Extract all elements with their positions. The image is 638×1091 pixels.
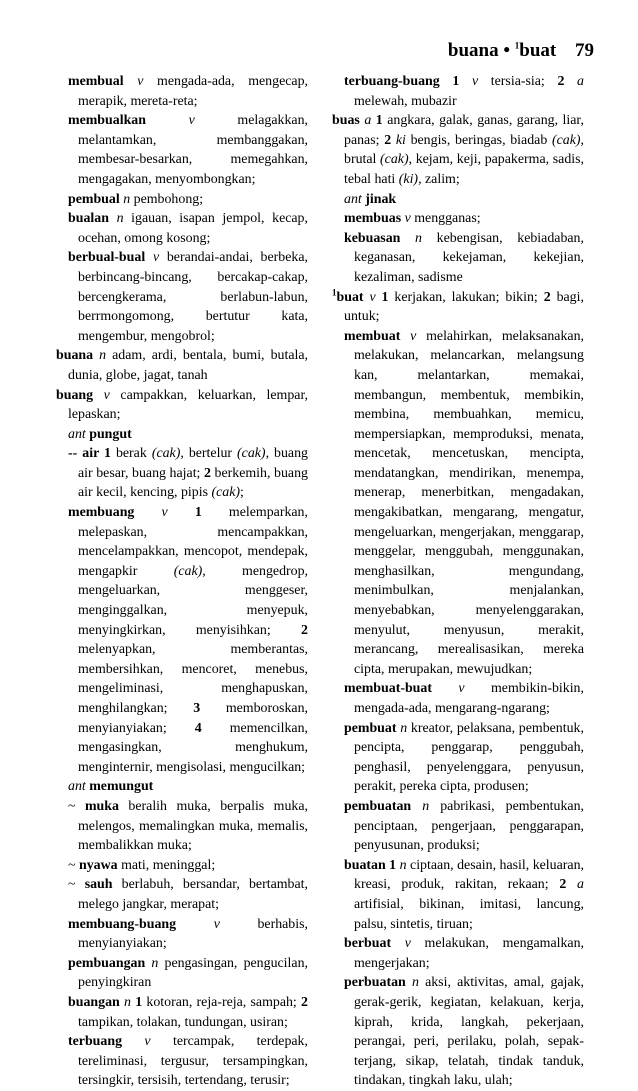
headword: buatan 1 <box>344 857 397 873</box>
headword: nyawa <box>79 857 118 873</box>
definition-text: , kejam, keji, papakerma, sadis, tebal hati <box>344 152 584 187</box>
headword: membuang-buang <box>68 916 177 932</box>
antonym-line <box>56 425 308 445</box>
definition-text: artifisial, bikinan, imitasi, lancung, palsu, sintetis, tiruan; <box>354 896 584 932</box>
left-column <box>56 72 308 1091</box>
definition-text <box>145 250 153 265</box>
headword: pungut <box>89 426 132 442</box>
definition-text: kotoran, reja-reja, sampah; <box>142 994 302 1010</box>
label: n <box>99 348 107 364</box>
headword: 2 <box>384 132 392 148</box>
definition-text: mati, meninggal; <box>117 857 216 873</box>
label: v <box>471 74 479 89</box>
definition-text: , zalim; <box>418 171 460 187</box>
definition-text: campakkan, keluarkan, lempar, lepaskan; <box>68 387 308 423</box>
label: v <box>161 505 168 521</box>
label: (cak) <box>211 485 240 501</box>
label: (cak) <box>551 132 581 148</box>
headword: -- air 1 <box>68 446 111 462</box>
running-head <box>448 40 594 62</box>
definition-text: ~ <box>68 798 85 814</box>
subentry <box>56 72 308 111</box>
definition-text: berkemih, buang air kecil, kencing, pipis <box>78 465 308 501</box>
headword: buat <box>336 289 364 305</box>
headword: buangan <box>68 994 120 1010</box>
definition-text: kebengisan, kebiadaban, keganasan, kekejaman, kekejian, kezaliman, sadisme <box>354 230 584 285</box>
label: n <box>422 798 430 814</box>
label: ki <box>395 132 406 148</box>
headword: buang <box>56 387 94 403</box>
definition-text: pengasingan, pengucilan, penyingkiran <box>78 955 308 991</box>
headword: buana <box>56 348 94 364</box>
label: (cak) <box>380 152 409 168</box>
definition-text <box>400 231 415 246</box>
dictionary-entry <box>332 288 584 327</box>
headword: terbuang-buang 1 <box>344 74 460 89</box>
definition-text: melagakkan, melantamkan, membanggakan, membesar-besarkan, memegahkan, mengagakan, menyombongkan; <box>78 113 308 187</box>
label: n <box>123 191 131 207</box>
subentry <box>332 973 584 1091</box>
definition-text: mengada-ada, mengecap, merapik, mereta-reta; <box>78 74 308 109</box>
label: a <box>364 113 372 129</box>
definition-text: , buang air besar, buang hajat; <box>78 446 308 481</box>
page-number: 79 <box>575 40 594 61</box>
definition-text <box>564 74 577 89</box>
definition-text <box>124 74 138 89</box>
label: (ki) <box>398 171 419 187</box>
subentry <box>56 915 308 954</box>
definition-text: igauan, isapan jempol, kecap, ocehan, omong kosong; <box>78 211 308 246</box>
headword: pembuatan <box>344 798 412 814</box>
subentry <box>332 934 584 973</box>
definition-text <box>122 1034 144 1049</box>
subentry <box>56 954 308 993</box>
label: a <box>577 74 584 89</box>
subentry <box>332 327 584 680</box>
definition-text: melahirkan, melaksanakan, melakukan, melancarkan, melangsung kan, melantarkan, memakai, membangun, membentuk, membikin, membina, membuahkan, memicu, mempersiapkan, memproduksi, menata, mencetak, mencetuskan, mencipta, mendatangkan, mendirikan, menempa, menerap, menerbitkan, mengadakan, mengakibatkan, mengarang, mengatur, mengeluarkan, mengerjakan, menggarap, menggelar, menggubah, menggunakan, menghasilkan, mengundang, menimbulkan, menjalankan, menyebabkan, menyelenggarakan, menyulut, menyusun, merakit, merancang, merealisasikan, mereka cipta, merupakan, mewujudkan; <box>354 328 584 677</box>
definition-text: berhabis, menyianyiakan; <box>78 916 308 952</box>
headword: jinak <box>365 191 397 207</box>
dictionary-entry <box>332 111 584 189</box>
definition-text <box>176 917 214 932</box>
headword: 2 <box>204 465 211 481</box>
label: ant <box>68 426 86 442</box>
headword: 1 <box>381 289 389 305</box>
definition-text <box>168 505 195 520</box>
headword: membuat <box>344 328 401 344</box>
label: v <box>458 681 465 697</box>
label: ant <box>344 191 362 207</box>
definition-text: ciptaan, desain, hasil, keluaran, kreasi, produk, rakitan, rekaan; <box>354 857 584 893</box>
subentry <box>332 719 584 797</box>
definition-text: melakukan, mengamalkan, mengerjakan; <box>354 936 584 971</box>
definition-text: bagi, untuk; <box>344 289 584 325</box>
definition-text: , mengedrop, mengeluarkan, menggeser, menginggalkan, menyepuk, menyingkirkan, menyisihkan; <box>78 563 308 638</box>
headword: membuat-buat <box>344 681 432 697</box>
headword: pembual <box>68 191 120 207</box>
definition-text <box>109 211 117 226</box>
subentry <box>56 797 308 856</box>
subentry <box>332 679 584 718</box>
label: v <box>144 1034 151 1050</box>
headword: sauh <box>84 877 113 893</box>
headword: buas <box>332 113 360 129</box>
subentry <box>332 72 584 111</box>
definition-text: angkara, galak, ganas, garang, liar, panas; <box>344 113 584 148</box>
right-column <box>332 72 584 1091</box>
headword: berbuat <box>344 936 392 952</box>
definition-text: ~ <box>68 857 79 873</box>
definition-text: memboroskan, menyianyiakan; <box>78 701 308 736</box>
subentry <box>56 248 308 346</box>
label: a <box>577 877 584 893</box>
headword: bualan <box>68 211 109 227</box>
definition-text: memencilkan, mengasingkan, menghukum, menginternir, mengisolasi, mengucilkan; <box>78 720 308 775</box>
definition-text: aksi, aktivitas, amal, gajak, gerak-gerik, kegiatan, kelakuan, kerja, kiprah, krida, langkah, pekerjaan, perangai, peri, perilaku, polah, sepak-terjang, sikap, telatah, tindak tanduk, tindakan, tingkah laku, ulah; <box>354 975 584 1089</box>
headword: pembuat <box>344 720 397 736</box>
headword: 1 <box>375 113 383 129</box>
label: v <box>213 916 220 932</box>
definition-text: berandai-andai, berbeka, berbincang-bincang, bercakap-cakap, bercengkerama, berlabun-labun, berrmongomong, bertutur kata, mengembur, mengobrol; <box>78 250 308 344</box>
definition-text: melenyapkan, memberantas, membersihkan, mencoret, menebus, mengeliminasi, menghapuskan, menghilangkan; <box>78 642 308 716</box>
headword: 2 <box>301 622 308 638</box>
headword: 3 <box>193 701 201 716</box>
headword: muka <box>84 798 119 814</box>
definition-text: tampikan, tolakan, tundungan, usiran; <box>78 1014 288 1030</box>
definition-text: ; <box>240 485 244 501</box>
definition-text <box>432 681 458 696</box>
definition-text: tercampak, terdepak, tereliminasi, tergusur, tersampingkan, tersingkir, tersisih, tertendang, terusir; <box>78 1034 308 1089</box>
definition-text <box>400 329 410 344</box>
definition-text: melemparkan, melepaskan, mencampakkan, mencelampakkan, mencopot, mendepak, mengapkir <box>78 505 308 579</box>
headword: membual <box>68 74 124 89</box>
label: n <box>151 955 159 971</box>
definition-text <box>93 388 104 403</box>
subentry <box>332 797 584 856</box>
definition-text: berak <box>110 446 152 462</box>
definition-text: beralih muka, berpalis muka, melengos, memalingkan muka, memalis, membalikkan muka; <box>78 798 308 854</box>
subentry <box>56 190 308 210</box>
label: v <box>152 250 160 266</box>
subentry <box>332 209 584 229</box>
label: (cak) <box>151 446 181 462</box>
definition-text: bengis, beringas, biadab <box>405 132 552 148</box>
label: n <box>411 975 419 991</box>
label: v <box>369 289 376 305</box>
subentry <box>56 875 308 914</box>
label: v <box>188 113 195 129</box>
headword: terbuang <box>68 1034 123 1050</box>
definition-text: membikin-bikin, mengada-ada, mengarang-ngarang; <box>354 681 584 716</box>
antonym-line <box>56 777 308 797</box>
subentry <box>332 229 584 288</box>
headword: membuas <box>344 211 402 227</box>
homonym-number: 1 <box>332 286 337 297</box>
definition-text: mengganas; <box>410 211 481 227</box>
subentry <box>56 111 308 189</box>
headword: membuang <box>68 505 135 521</box>
definition-text <box>146 113 189 128</box>
guide-words: buana • <box>447 40 515 61</box>
headword: perbuatan <box>344 975 406 991</box>
definition-text: kreator, pelaksana, pembentuk, pencipta, penggarap, penggubah, penghasil, penyelenggara, penyusun, perakit, pereka cipta, produsen; <box>354 720 584 795</box>
definition-text <box>134 505 161 520</box>
definition-text: tersia-sia; <box>478 74 558 89</box>
label: (cak) <box>237 446 266 462</box>
subentry <box>56 856 308 876</box>
definition-text: pabrikasi, pembentukan, penciptaan, pengerjaan, penggarapan, penyusunan, produksi; <box>354 798 584 854</box>
subentry <box>56 503 308 777</box>
label: v <box>137 74 144 89</box>
definition-text: berlabuh, bersandar, bertambat, melego jangkar, merapat; <box>78 877 308 912</box>
headword: 1 <box>194 505 202 521</box>
label: v <box>410 328 417 344</box>
headword: 1 <box>135 994 143 1010</box>
label: v <box>404 211 411 227</box>
definition-text: melewah, mubazir <box>354 93 457 109</box>
guide-word-end: buat <box>519 40 557 61</box>
homonym-number: 1 <box>514 40 520 51</box>
label: v <box>404 936 411 952</box>
label: ant <box>68 779 86 795</box>
subentry <box>332 856 584 934</box>
definition-text: , bertelur <box>180 446 238 462</box>
label: n <box>116 211 124 227</box>
label: n <box>399 857 407 873</box>
headword: 2 <box>559 877 567 893</box>
definition-text <box>566 877 577 892</box>
headword: kebuasan <box>344 230 401 246</box>
dictionary-entry <box>56 346 308 385</box>
definition-text: pembohong; <box>130 191 204 207</box>
label: v <box>103 387 110 403</box>
headword: pembuangan <box>68 955 146 971</box>
antonym-line <box>332 190 584 210</box>
headword: 4 <box>194 720 202 736</box>
headword: membualkan <box>68 113 146 129</box>
definition-text <box>411 799 422 814</box>
headword: 2 <box>301 994 308 1010</box>
headword: berbual-bual <box>68 250 146 266</box>
dictionary-entry <box>56 386 308 425</box>
headword: 2 <box>557 74 565 89</box>
subentry <box>56 444 308 503</box>
definition-text <box>459 74 472 89</box>
definition-text: adam, ardi, bentala, bumi, butala, dunia, globe, jagat, tanah <box>68 348 308 383</box>
definition-text <box>391 936 405 951</box>
label: n <box>124 994 131 1010</box>
subentry <box>56 993 308 1032</box>
label: (cak) <box>173 563 203 579</box>
definition-text: , brutal <box>344 132 584 168</box>
subentry <box>56 1032 308 1091</box>
label: n <box>415 230 422 246</box>
definition-text: ~ <box>68 877 85 893</box>
subentry <box>56 209 308 248</box>
headword: 2 <box>543 289 551 305</box>
headword: memungut <box>89 779 154 795</box>
definition-text: kerjakan, lakukan; bikin; <box>388 289 544 305</box>
label: n <box>400 720 408 736</box>
